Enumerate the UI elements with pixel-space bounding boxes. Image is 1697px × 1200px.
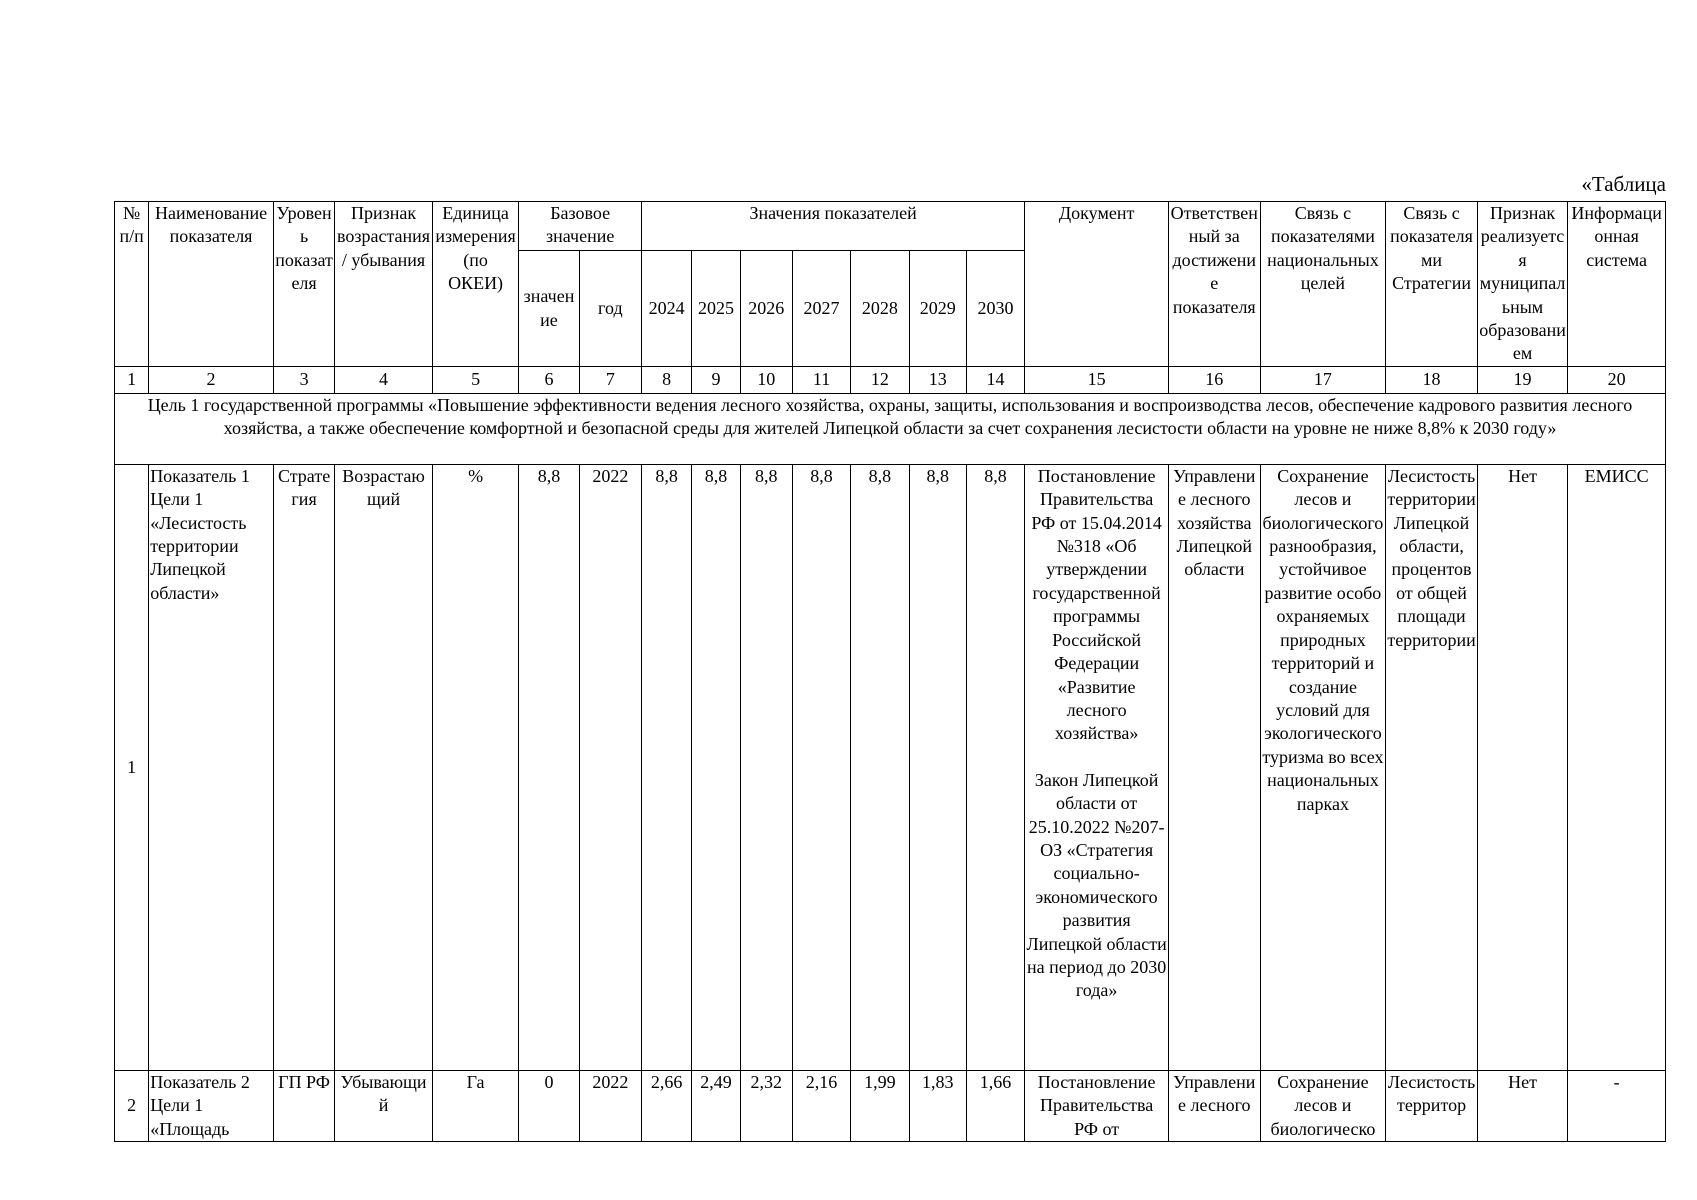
row-value-2027: 8,8 — [792, 464, 850, 1070]
header-level: Уровень показателя — [273, 202, 334, 367]
document-spacer — [1026, 746, 1167, 769]
row-infosys: - — [1568, 1070, 1666, 1141]
row-unit: Га — [432, 1070, 519, 1141]
row-num: 1 — [115, 464, 149, 1070]
row-sign: Возрастающий — [335, 464, 433, 1070]
header-year: 2029 — [909, 251, 966, 367]
column-number: 19 — [1477, 366, 1568, 393]
header-unit: Единица измерения (по ОКЕИ) — [432, 202, 519, 367]
column-number: 10 — [740, 366, 792, 393]
row-value-2025: 2,49 — [692, 1070, 740, 1141]
row-strategy: Лесистость территории Липецкой области, процентов от общей площади территории — [1386, 464, 1478, 1070]
row-national: Сохранение лесов и биологическо — [1260, 1070, 1386, 1141]
indicators-table — [114, 201, 1666, 1142]
row-responsible: Управление лесного — [1169, 1070, 1261, 1141]
column-number: 15 — [1025, 366, 1169, 393]
header-year: 2026 — [740, 251, 792, 367]
column-number: 16 — [1169, 366, 1261, 393]
row-value-2029: 1,83 — [909, 1070, 966, 1141]
header-base: Базовое значение — [519, 202, 642, 251]
header-base-year: год — [579, 251, 641, 367]
row-value-2027: 2,16 — [792, 1070, 850, 1141]
column-number: 8 — [642, 366, 692, 393]
row-unit: % — [432, 464, 519, 1070]
goal-row — [115, 393, 1666, 464]
header-strategy: Связь с показателями Стратегии — [1386, 202, 1478, 367]
row-document — [1025, 464, 1169, 1070]
column-number: 4 — [335, 366, 433, 393]
header-year: 2024 — [642, 251, 692, 367]
header-year: 2028 — [851, 251, 909, 367]
row-document: Постановление Правительства РФ от — [1025, 1070, 1169, 1141]
column-number: 2 — [149, 366, 274, 393]
row-national: Сохранение лесов и биологического разнообразия, устойчивое развитие особо охраняемых природных территорий и создание условий для экологического туризма во всех национальных парках — [1260, 464, 1386, 1070]
row-responsible: Управление лесного хозяйства Липецкой области — [1169, 464, 1261, 1070]
row-base-year: 2022 — [579, 464, 641, 1070]
header-year: 2030 — [966, 251, 1024, 367]
header-infosys: Информационная система — [1568, 202, 1666, 367]
header-municipal: Признак реализуется муниципальным образованием — [1477, 202, 1568, 367]
column-number: 3 — [273, 366, 334, 393]
column-numbers-row — [115, 366, 1666, 393]
row-municipal: Нет — [1477, 1070, 1568, 1141]
row-base-year: 2022 — [579, 1070, 641, 1141]
header-year: 2025 — [692, 251, 740, 367]
header-base-value: значение — [519, 251, 579, 367]
row-value-2024: 8,8 — [642, 464, 692, 1070]
column-number: 5 — [432, 366, 519, 393]
column-number: 20 — [1568, 366, 1666, 393]
column-number: 1 — [115, 366, 149, 393]
row-base-value: 0 — [519, 1070, 579, 1141]
column-number: 9 — [692, 366, 740, 393]
row-strategy: Лесистость территор — [1386, 1070, 1478, 1141]
row-value-2029: 8,8 — [909, 464, 966, 1070]
column-number: 6 — [519, 366, 579, 393]
row-value-2030: 8,8 — [966, 464, 1024, 1070]
table-caption: «Таблица — [1581, 172, 1666, 196]
row-value-2028: 1,99 — [851, 1070, 909, 1141]
row-value-2028: 8,8 — [851, 464, 909, 1070]
row-name: Показатель 2 Цели 1 «Площадь — [149, 1070, 274, 1141]
row-value-2030: 1,66 — [966, 1070, 1024, 1141]
column-number: 14 — [966, 366, 1024, 393]
row-name: Показатель 1 Цели 1 «Лесистость территории Липецкой области» — [149, 464, 274, 1070]
header-national: Связь с показателями национальных целей — [1260, 202, 1386, 367]
row-num: 2 — [115, 1070, 149, 1141]
column-number: 7 — [579, 366, 641, 393]
table-row — [115, 1070, 1666, 1141]
row-base-value: 8,8 — [519, 464, 579, 1070]
row-value-2024: 2,66 — [642, 1070, 692, 1141]
row-level: Стратегия — [273, 464, 334, 1070]
goal-text: Цель 1 государственной программы «Повышение эффективности ведения лесного хозяйства, охраны, защиты, использования и воспроизводства лесов, обеспечение кадрового развития лесного хозяйства, а также обеспечение комфортной и безопасной среды для жителей Липецкой области за счет сохранения лесистости области на уровне не ниже 8,8% к 2030 году» — [115, 393, 1666, 464]
header-name: Наименование показателя — [149, 202, 274, 367]
row-infosys: ЕМИСС — [1568, 464, 1666, 1070]
header-num: № п/п — [115, 202, 149, 367]
row-value-2026: 2,32 — [740, 1070, 792, 1141]
header-document: Документ — [1025, 202, 1169, 367]
column-number: 11 — [792, 366, 850, 393]
header-row-top — [115, 202, 1666, 251]
header-values: Значения показателей — [642, 202, 1025, 251]
row-municipal: Нет — [1477, 464, 1568, 1070]
row-document-decree: Постановление Правительства РФ от 15.04.2014 №318 «Об утверждении государственной программы Российской Федерации «Развитие лесного хозяйства» — [1031, 465, 1162, 744]
row-value-2025: 8,8 — [692, 464, 740, 1070]
column-number: 12 — [851, 366, 909, 393]
header-sign: Признак возрастания/ убывания — [335, 202, 433, 367]
column-number: 17 — [1260, 366, 1386, 393]
column-number: 13 — [909, 366, 966, 393]
row-level: ГП РФ — [273, 1070, 334, 1141]
header-responsible: Ответственный за достижение показателя — [1169, 202, 1261, 367]
header-year: 2027 — [792, 251, 850, 367]
row-document-law: Закон Липецкой области от 25.10.2022 №207-ОЗ «Стратегия социально-экономического развития Липецкой области на период до 2030 года» — [1026, 769, 1167, 1001]
row-sign: Убывающий — [335, 1070, 433, 1141]
table-row — [115, 464, 1666, 1070]
column-number: 18 — [1386, 366, 1478, 393]
row-value-2026: 8,8 — [740, 464, 792, 1070]
